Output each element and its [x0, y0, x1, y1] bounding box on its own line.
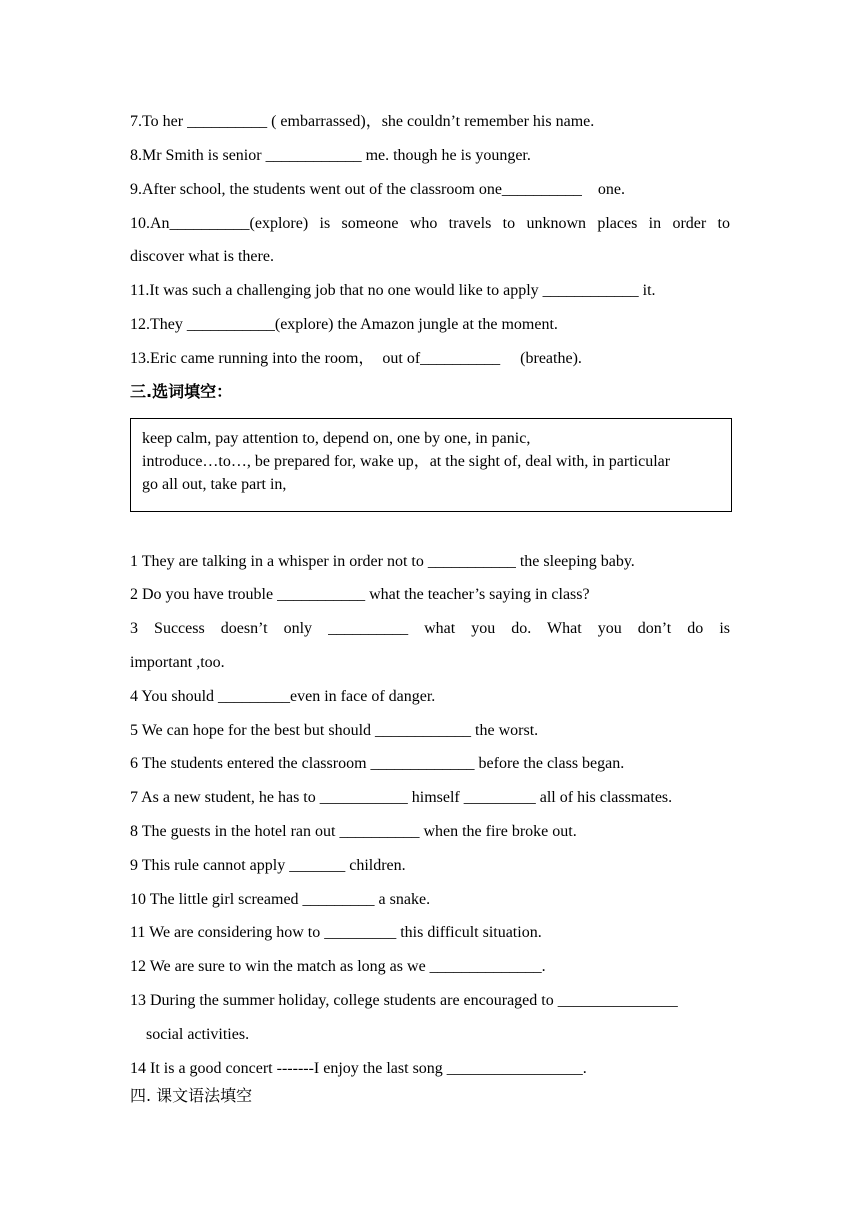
word-bank-line-2: introduce…to…, be prepared for, wake up，at the sight of, deal with, in particular [142, 453, 671, 470]
fill-item-2: 2 Do you have trouble ___________ what the teacher’s saying in class? [130, 586, 590, 603]
fill-item-7: 7 As a new student, he has to ___________ himself _________ all of his classmates. [130, 789, 673, 806]
exercise-11: 11.It was such a challenging job that no one would like to apply ____________ it. [130, 282, 656, 299]
fill-item-5: 5 We can hope for the best but should ____________ the worst. [130, 722, 539, 739]
exercise-12: 12.They ___________(explore) the Amazon jungle at the moment. [130, 316, 558, 333]
fill-item-4: 4 You should _________even in face of danger. [130, 688, 436, 705]
fill-item-10: 10 The little girl screamed _________ a snake. [130, 891, 431, 908]
fill-item-3-line-2: important ,too. [130, 654, 225, 671]
exercise-10-line-2: discover what is there. [130, 248, 274, 265]
fill-item-1: 1 They are talking in a whisper in order not to ___________ the sleeping baby. [130, 553, 635, 570]
word-bank-box [130, 418, 732, 512]
exercise-7: 7.To her __________ ( embarrassed)，she couldn’t remember his name. [130, 113, 595, 130]
fill-item-8: 8 The guests in the hotel ran out __________ when the fire broke out. [130, 823, 577, 840]
exercise-8: 8.Mr Smith is senior ____________ me. though he is younger. [130, 147, 531, 164]
exercise-13: 13.Eric came running into the room， out of__________ (breathe). [130, 350, 582, 367]
fill-item-14: 14 It is a good concert -------I enjoy the last song _________________. [130, 1060, 587, 1077]
fill-item-13-line-1: 13 During the summer holiday, college students are encouraged to _______________ [130, 992, 678, 1009]
fill-item-3-line-1: 3 Success doesn’t only __________ what you do. What you don’t do is [130, 620, 730, 637]
word-bank-line-1: keep calm, pay attention to, depend on, one by one, in panic, [142, 430, 531, 447]
fill-item-13-line-2: social activities. [130, 1026, 250, 1043]
section-3-heading: 三.选词填空： [130, 382, 233, 401]
fill-item-11: 11 We are considering how to _________ this difficult situation. [130, 924, 542, 941]
fill-item-9: 9 This rule cannot apply _______ children. [130, 857, 406, 874]
fill-item-6: 6 The students entered the classroom _____________ before the class began. [130, 755, 625, 772]
section-4-heading: 四. 课文语法填空 [130, 1086, 253, 1105]
exercise-9: 9.After school, the students went out of the classroom one__________ one. [130, 181, 626, 198]
exercise-10-line-1: 10.An__________(explore) is someone who travels to unknown places in order to [130, 215, 730, 232]
word-bank-line-3: go all out, take part in, [142, 476, 287, 493]
fill-item-12: 12 We are sure to win the match as long as we ______________. [130, 958, 546, 975]
